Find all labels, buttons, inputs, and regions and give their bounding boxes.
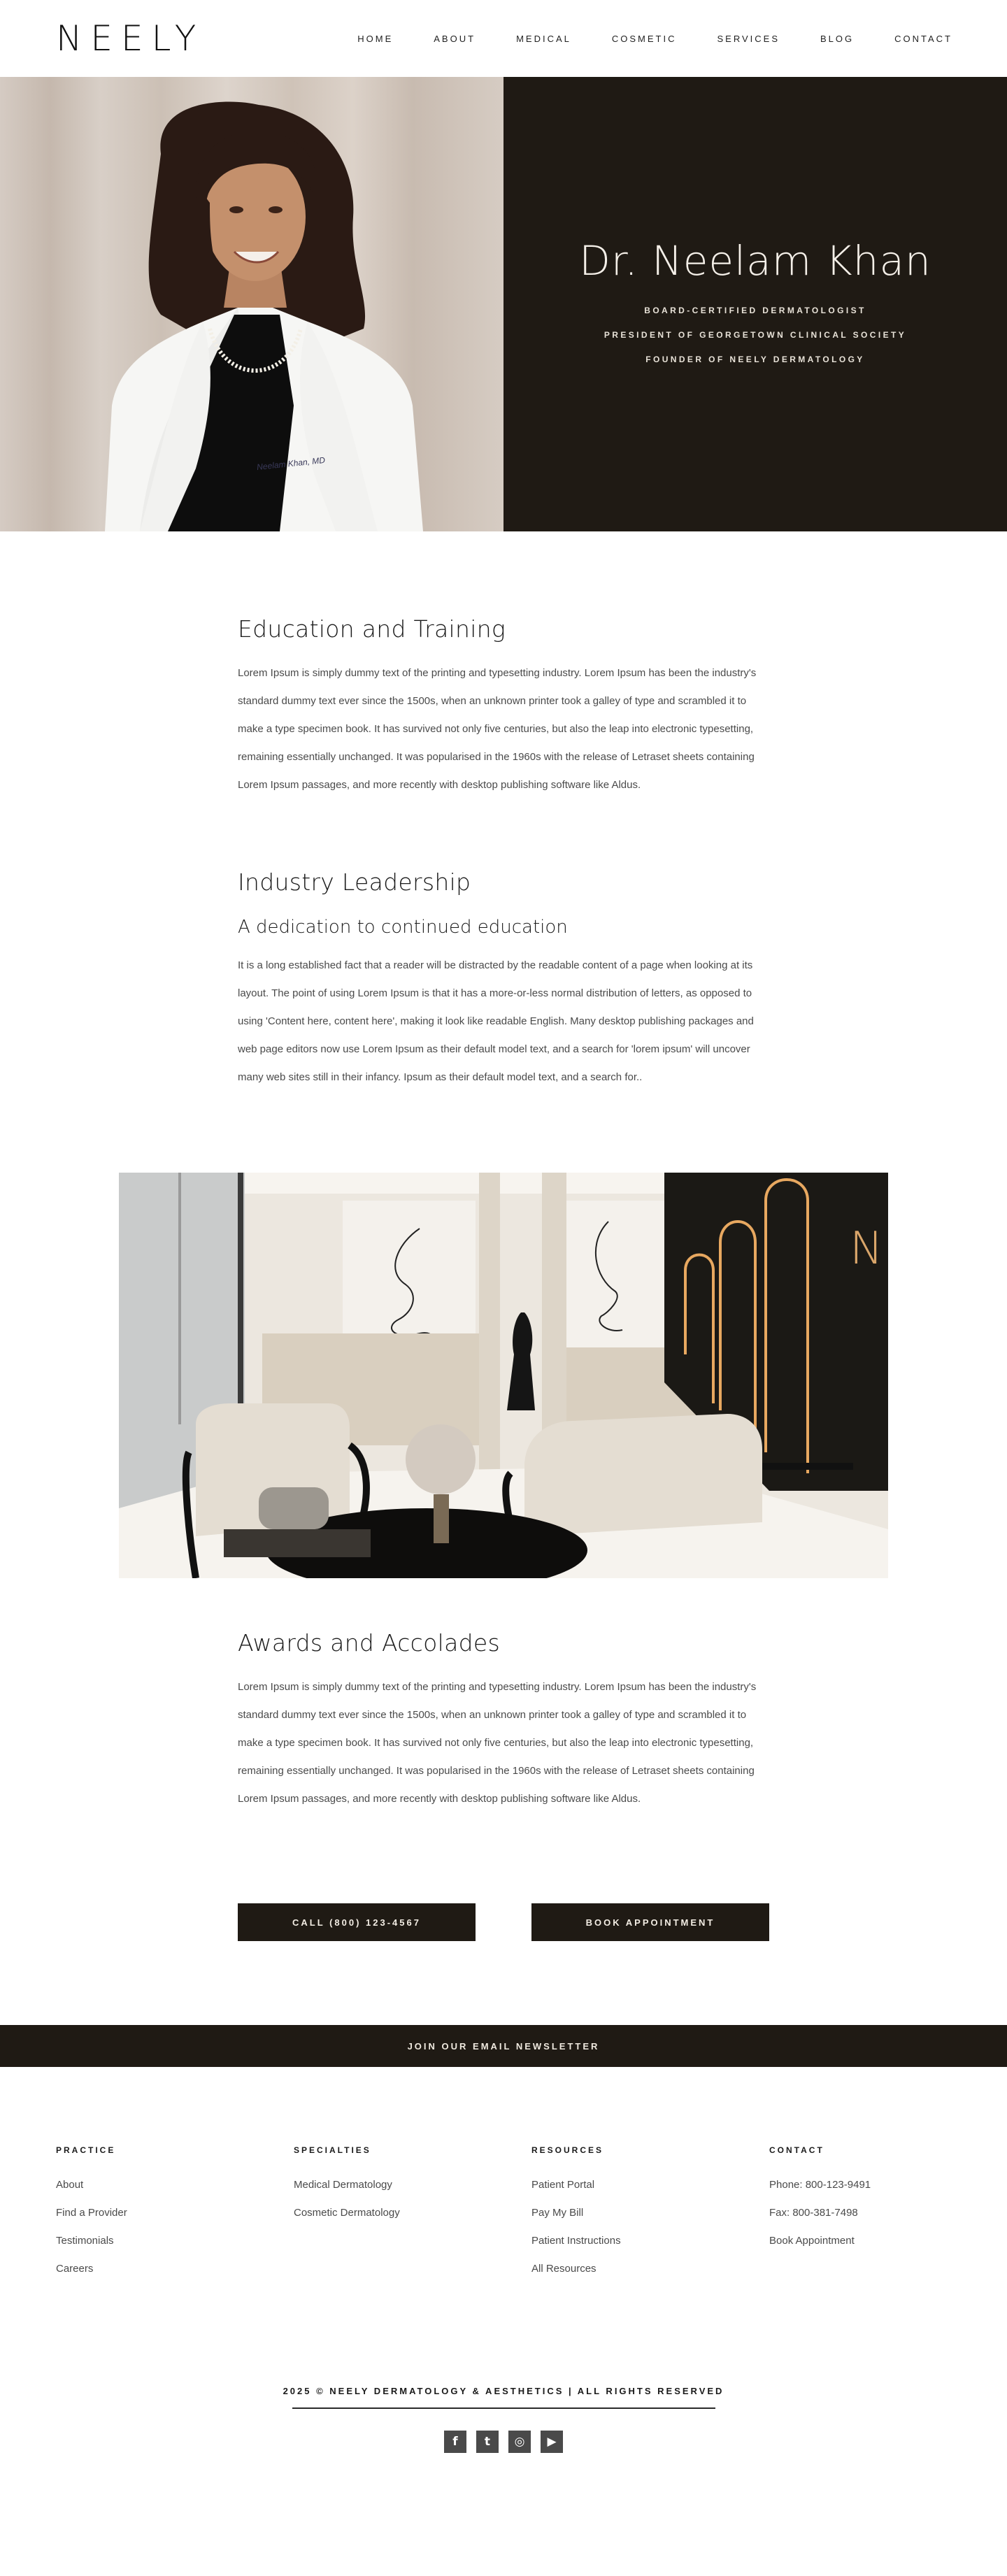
nav-services[interactable]: SERVICES — [717, 33, 780, 44]
leadership-section — [238, 868, 769, 1092]
awards-body: Lorem Ipsum is simply dummy text of the printing and typesetting industry. Lorem Ipsum has been the industry's standard dummy text ever since the 1500s, when an unknown printer took a galley of type and scrambled it to make a type specimen book. It has survived not only five centuries, but also the leap into electronic typesetting, remaining essentially unchanged. It was popularised in the 1960s with the release of Letraset sheets containing Lorem Ipsum passages, and more recently with desktop publishing software like Aldus. — [238, 1681, 757, 1805]
nav-cosmetic[interactable]: COSMETIC — [611, 33, 677, 44]
footer-link-testimonials[interactable]: Testimonials — [56, 2235, 114, 2247]
twitter-icon[interactable]: t — [476, 2431, 499, 2453]
footer-resources-title: RESOURCES — [531, 2145, 604, 2155]
copyright-divider — [292, 2407, 715, 2409]
footer-link-patient-portal[interactable]: Patient Portal — [531, 2179, 595, 2191]
footer-resources — [531, 2145, 741, 2291]
footer-contact-title: CONTACT — [769, 2145, 824, 2155]
leadership-title: Industry Leadership — [238, 868, 471, 896]
footer-link-cosmetic-dermatology[interactable]: Cosmetic Dermatology — [294, 2207, 400, 2219]
credential-1: BOARD-CERTIFIED DERMATOLOGIST — [644, 305, 866, 315]
footer-specialties-title: SPECIALTIES — [294, 2145, 371, 2155]
leadership-body: It is a long established fact that a reader will be distracted by the readable content of a page when looking at its layout. The point of using Lorem Ipsum is that it has a more-or-less normal distribution of letters, as opposed to using 'Content here, content here', making it look like readable English. Many desktop publishing packages and web page editors now use Lorem Ipsum as their default model text, and a search for 'lorem ipsum' will uncover many web sites still in their infancy. Ipsum as their default model text, and a search for.. — [238, 959, 754, 1083]
nav-about[interactable]: ABOUT — [434, 33, 476, 44]
hero-section — [0, 77, 1007, 531]
education-section — [238, 615, 769, 799]
social-links — [0, 2431, 1007, 2453]
doctor-name: Dr. Neelam Khan — [579, 236, 931, 285]
copyright-text: 2025 © NEELY DERMATOLOGY & AESTHETICS | ALL RIGHTS RESERVED — [283, 2386, 724, 2396]
footer-specialties — [294, 2145, 503, 2235]
awards-title: Awards and Accolades — [238, 1629, 500, 1656]
footer-contact — [769, 2145, 979, 2263]
footer-fax: Fax: 800-381-7498 — [769, 2207, 858, 2219]
nav-medical[interactable]: MEDICAL — [516, 33, 571, 44]
interior-wall-letter: N — [850, 1223, 883, 1275]
coat-embroidery: Neelam Khan, MD — [256, 455, 326, 473]
doctor-portrait — [0, 77, 503, 531]
nav-home[interactable]: HOME — [357, 33, 394, 44]
credential-3: FOUNDER OF NEELY DERMATOLOGY — [645, 354, 865, 364]
nav-blog[interactable]: BLOG — [820, 33, 855, 44]
footer-link-patient-instructions[interactable]: Patient Instructions — [531, 2235, 621, 2247]
main-nav — [317, 34, 952, 44]
youtube-icon[interactable]: ▶ — [541, 2431, 563, 2453]
footer-phone[interactable]: Phone: 800-123-9491 — [769, 2179, 871, 2191]
clinic-interior-illustration — [119, 1173, 888, 1578]
site-logo[interactable]: NEELY — [56, 18, 205, 59]
nav-contact[interactable]: CONTACT — [894, 33, 952, 44]
leadership-subtitle: A dedication to continued education — [238, 917, 568, 938]
credential-2: PRESIDENT OF GEORGETOWN CLINICAL SOCIETY — [604, 329, 907, 340]
newsletter-bar[interactable]: JOIN OUR EMAIL NEWSLETTER — [0, 2025, 1007, 2067]
book-appointment-button[interactable]: BOOK APPOINTMENT — [531, 1903, 769, 1941]
footer-link-find-provider[interactable]: Find a Provider — [56, 2207, 127, 2219]
awards-section — [238, 1629, 769, 1813]
call-button[interactable]: CALL (800) 123-4567 — [238, 1903, 476, 1941]
education-title: Education and Training — [238, 615, 506, 643]
facebook-icon[interactable]: f — [444, 2431, 466, 2453]
instagram-icon[interactable]: ◎ — [508, 2431, 531, 2453]
footer-practice-title: PRACTICE — [56, 2145, 116, 2155]
footer-link-book-appointment[interactable]: Book Appointment — [769, 2235, 855, 2247]
footer-link-careers[interactable]: Careers — [56, 2263, 94, 2275]
site-header — [0, 0, 1007, 77]
clinic-interior-image — [119, 1173, 888, 1578]
doctor-portrait-illustration — [0, 77, 503, 531]
education-body: Lorem Ipsum is simply dummy text of the printing and typesetting industry. Lorem Ipsum has been the industry's standard dummy text ever since the 1500s, when an unknown printer took a galley of type and scrambled it to make a type specimen book. It has survived not only five centuries, but also the leap into electronic typesetting, remaining essentially unchanged. It was popularised in the 1960s with the release of Letraset sheets containing Lorem Ipsum passages, and more recently with desktop publishing software like Aldus. — [238, 667, 757, 791]
footer-link-pay-bill[interactable]: Pay My Bill — [531, 2207, 584, 2219]
footer-link-all-resources[interactable]: All Resources — [531, 2263, 597, 2275]
footer-link-medical-dermatology[interactable]: Medical Dermatology — [294, 2179, 392, 2191]
hero-info-panel — [503, 77, 1007, 531]
footer-link-about[interactable]: About — [56, 2179, 84, 2191]
footer-practice — [56, 2145, 266, 2291]
